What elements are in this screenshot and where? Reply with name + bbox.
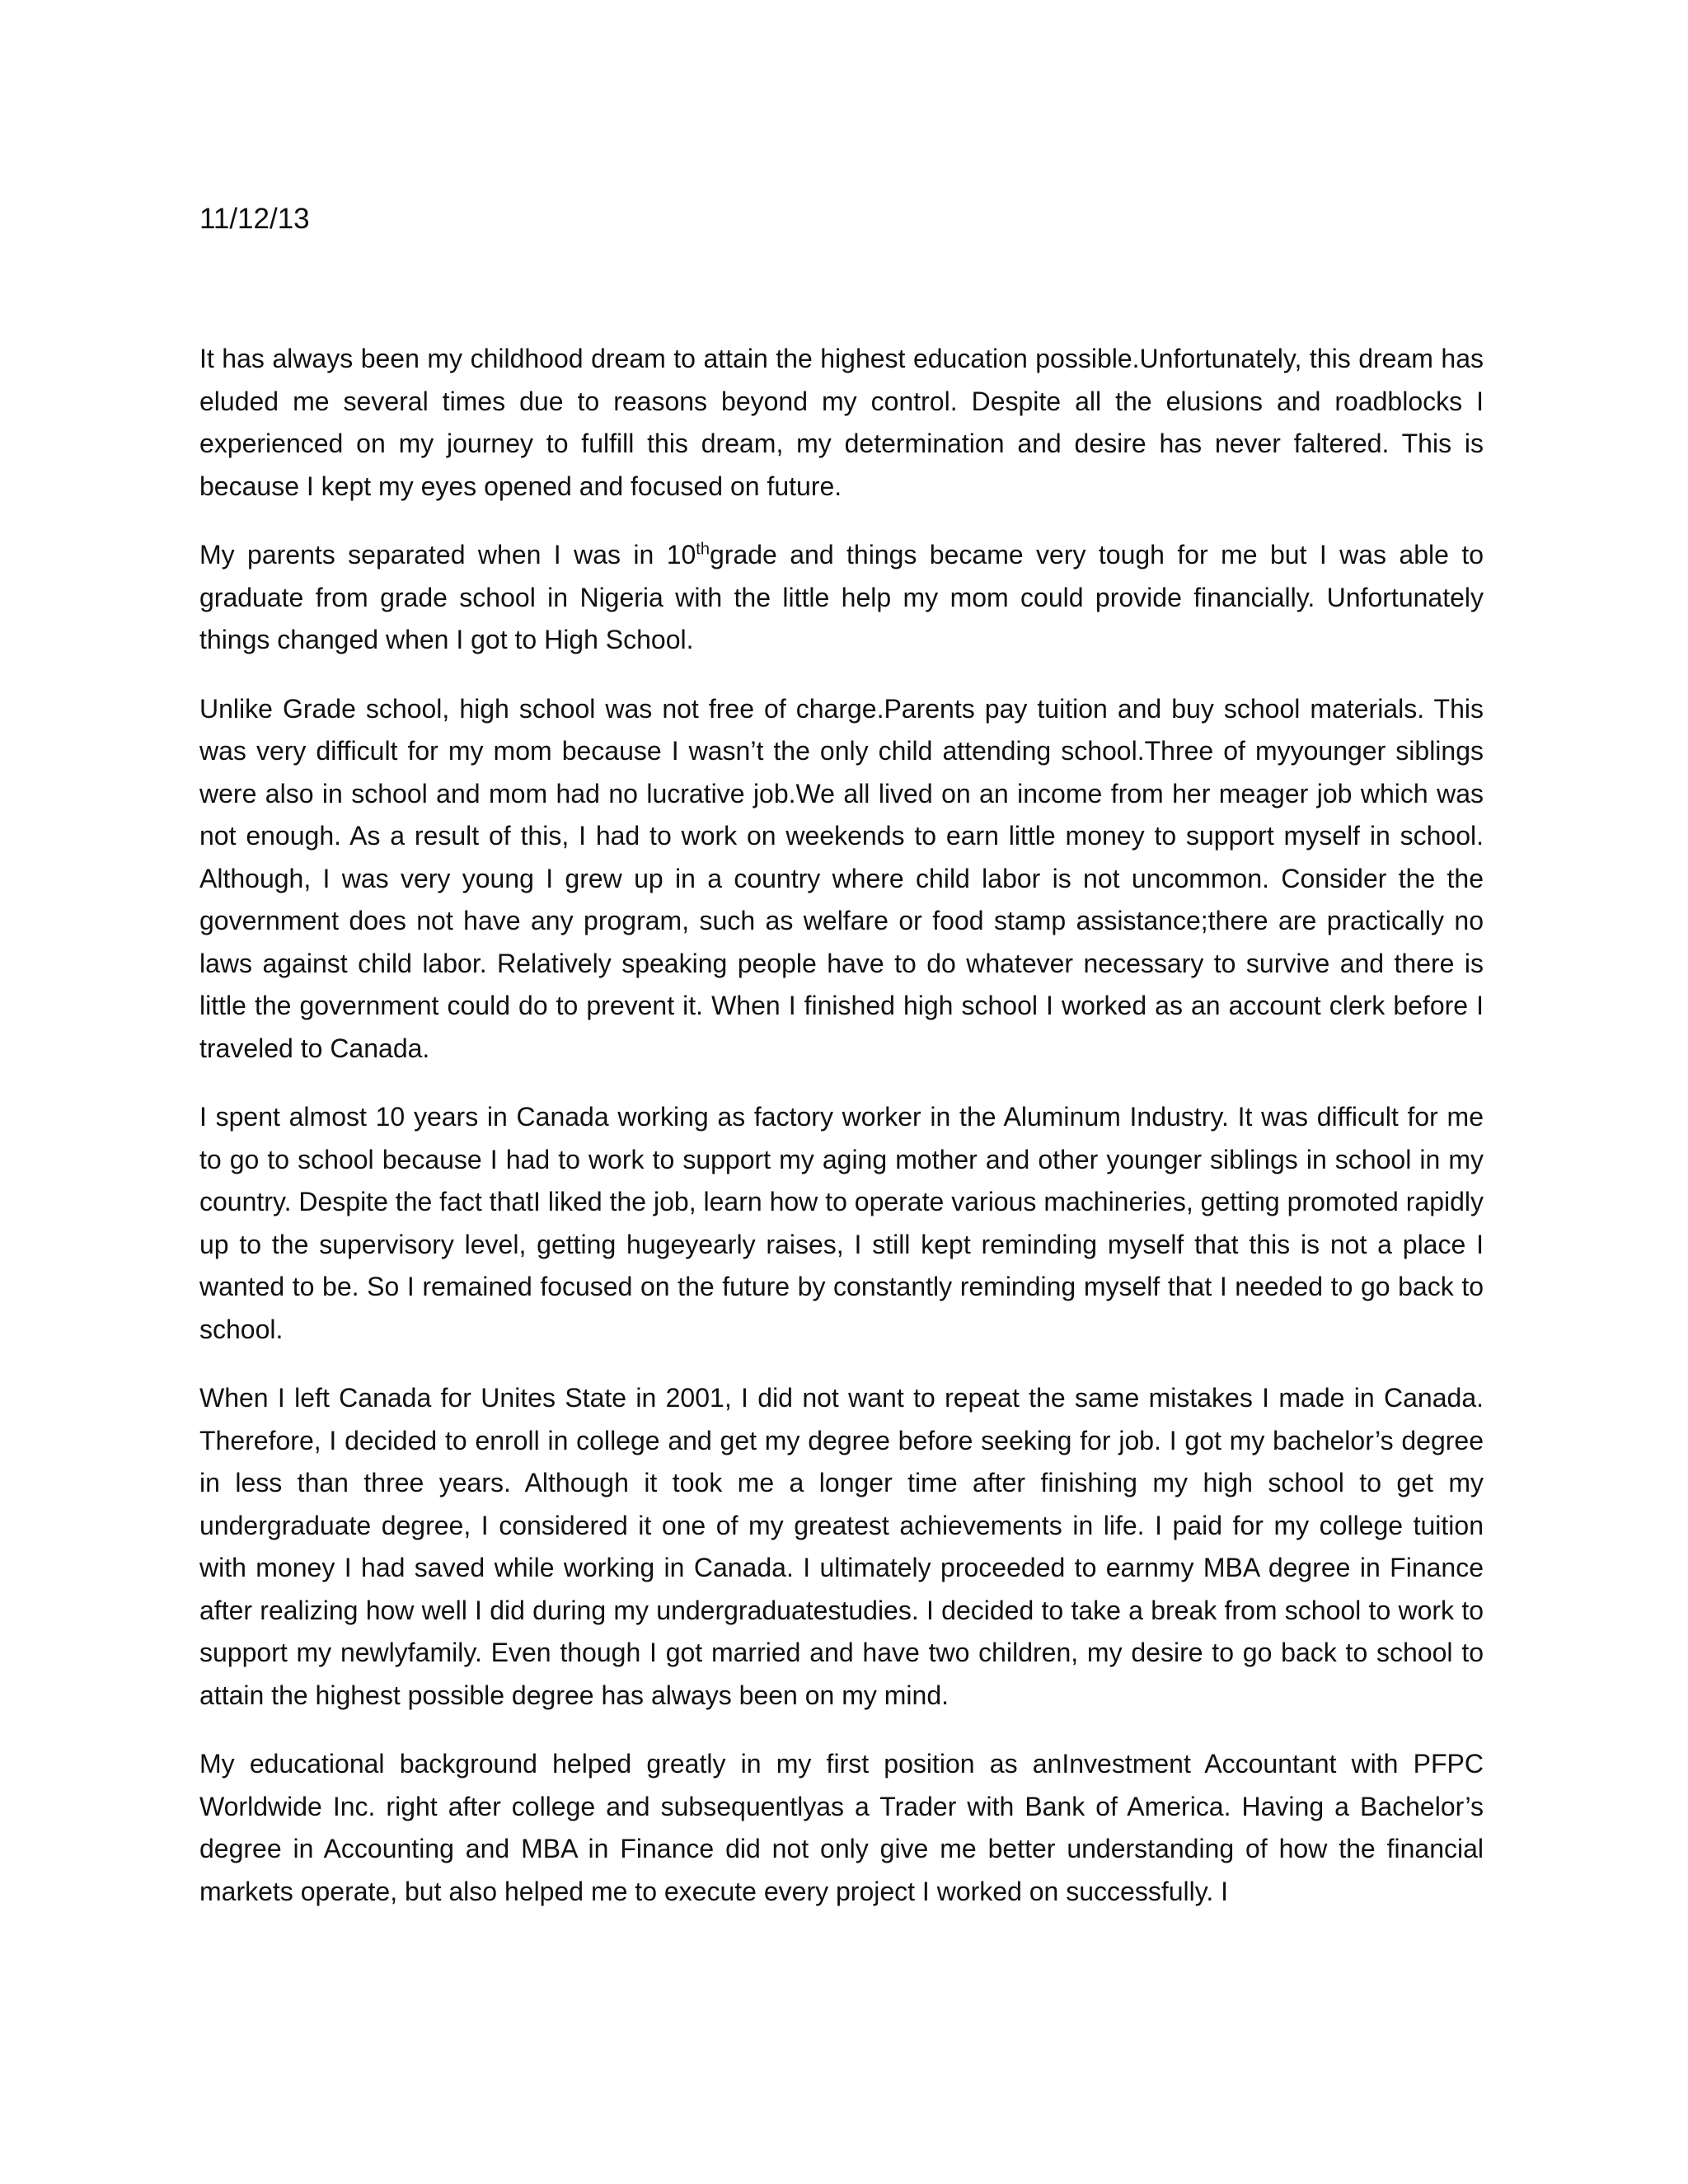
document-body (199, 338, 1484, 1939)
paragraph-canada: I spent almost 10 years in Canada working as factory worker in the Aluminum Industry. It was difficult for me to go to school because I had to work to support my aging mother and other younger siblings in school in my country. Despite the fact thatI liked the job, learn how to operate various machineries, getting promoted rapidly up to the supervisory level, getting hugeyearly raises, I still kept reminding myself that this is not a place I wanted to be. So I remained focused on the future by constantly reminding myself that I needed to go back to school. (199, 1102, 1484, 1344)
document-date: 11/12/13 (199, 203, 310, 235)
paragraph-childhood-dream: It has always been my childhood dream to attain the highest education possible.Unfortunately, this dream has eluded me several times due to reasons beyond my control. Despite all the elusions and roadblocks I experienced on my journey to fulfill this dream, my determination and desire has never faltered. This is because I kept my eyes opened and focused on future. (199, 344, 1484, 501)
paragraph-career: My educational background helped greatly in my first position as anInvestment Accountant with PFPC Worldwide Inc. right after college and subsequentlyas a Trader with Bank of America. Having a Bachelor’s degree in Accounting and MBA in Finance did not only give me better understanding of how the financial markets operate, but also helped me to execute every project I worked on successfully. I (199, 1749, 1484, 1906)
paragraph-high-school: Unlike Grade school, high school was not free of charge.Parents pay tuition and buy school materials. This was very difficult for my mom because I wasn’t the only child attending school.Three of myyounger siblings were also in school and mom had no lucrative job.We all lived on an income from her meager job which was not enough. As a result of this, I had to work on weekends to earn little money to support myself in school. Although, I was very young I grew up in a country where child labor is not uncommon. Consider the the government does not have any program, such as welfare or food stamp assistance;there are practically no laws against child labor. Relatively speaking people have to do whatever necessary to survive and there is little the government could do to prevent it. When I finished high school I worked as an account clerk before I traveled to Canada. (199, 693, 1484, 1063)
paragraph-parents-separated-after: grade and things became very tough for me but I was able to graduate from grade school in Nigeria with the little help my mom could provide financially. Unfortunately things changed when I got to High School. (199, 540, 1484, 654)
paragraph-parents-separated-before: My parents separated when I was in 10 (199, 540, 696, 569)
grade-ordinal-superscript: th (696, 540, 710, 559)
paragraph-united-states: When I left Canada for Unites State in 2001, I did not want to repeat the same mistakes I made in Canada. Therefore, I decided to enroll in college and get my degree before seeking for job. I got my bachelor’s degree in less than three years. Although it took me a longer time after finishing my high school to get my undergraduate degree, I considered it one of my greatest achievements in life. I paid for my college tuition with money I had saved while working in Canada. I ultimately proceeded to earnmy MBA degree in Finance after realizing how well I did during my undergraduatestudies. I decided to take a break from school to work to support my newlyfamily. Even though I got married and have two children, my desire to go back to school to attain the highest possible degree has always been on my mind. (199, 1383, 1484, 1710)
paragraph-parents-separated (199, 534, 1484, 662)
